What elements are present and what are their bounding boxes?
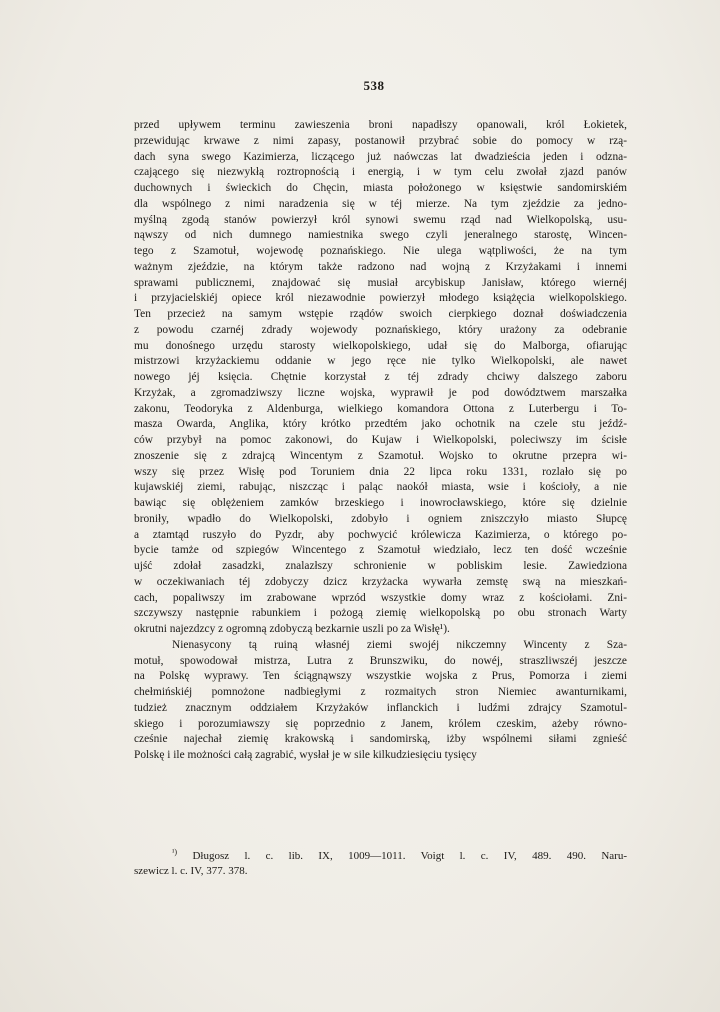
- paragraph-1-line: dach syna swego Kazimierza, liczącego już naówczas lat dwadzieścia jeden i odzna-: [134, 150, 627, 163]
- paragraph-1-line: przewidując krwawe z nimi zapasy, postanowił przybrać sobie do pomocy w rzą-: [134, 134, 627, 147]
- paragraph-1-line: wszy się przez Wisłę pod Toruniem dnia 22 lipca roku 1331, rozlało się po: [134, 465, 627, 478]
- body-text: [134, 118, 627, 764]
- paragraph-1-line: nąwszy od nich dumnego namiestnika swego czyli jeneralnego starostę, Wincen-: [134, 229, 627, 242]
- paragraph-1-line: bycie tamże od szpiegów Wincentego z Szamotuł wiedziało, lecz ten dość wcześnie: [134, 544, 627, 557]
- paragraph-1-line: cach, popaliwszy im zrabowane wprzód wszystkie domy wraz z kościołami. Zni-: [134, 591, 627, 604]
- paragraph-2-line: motuł, spowodował mistrza, Lutra z Brunszwiku, do nowéj, straszliwszéj jeszcze: [134, 654, 627, 667]
- paragraph-2-line: Nienasycony tą ruiną własnéj ziemi swojéj nikczemny Wincenty z Sza-: [172, 638, 627, 651]
- paragraph-2-line: Polskę i ile możności całą zagrabić, wysłał je w sile kilkudziesięciu tysięcy: [134, 749, 477, 761]
- paragraph-1-line: duchownych i świeckich do Chęcin, miasta położonego w księstwie sandomirskiém: [134, 182, 627, 194]
- paragraph-1-line: kujawskiéj ziemi, rabując, niszcząc i paląc naokół miasta, wsie i kościoły, a nie: [134, 481, 627, 494]
- paragraph-2-line: skiego i porozumiawszy się poprzednio z Janem, królem czeskim, ażeby równo-: [134, 717, 627, 730]
- paragraph-1-line: szczywszy następnie rabunkiem i pożogą ziemię wielkopolską po obu stronach Warty: [134, 607, 627, 620]
- paragraph-1-line: Krzyżak, a zgromadziwszy liczne wojska, wyprawił je pod dowództwem marszałka: [134, 386, 627, 399]
- paragraph-1-line: okrutni najezdzcy z ogromną zdobyczą bezkarnie uszli po za Wisłę¹).: [134, 623, 450, 635]
- footnote: [134, 849, 627, 879]
- paragraph-1-line: mu donośnego urzędu starosty wielkopolskiego, udał się do Malborga, ofiarując: [134, 339, 627, 352]
- paragraph-1-line: w oczekiwaniach téj zdobyczy dzicz krzyżacka wywarła zemstę swą na mieszkań-: [134, 575, 627, 588]
- paragraph-1-line: dla wspólnego z nimi naradzenia się w téj mierze. Na tym zjeździe za jedno-: [134, 197, 627, 210]
- paragraph-1-line: masza Owarda, Anglika, który krótko przedtém jako ochotnik na czele stu jeźdź-: [134, 418, 627, 431]
- paragraph-1-line: Ten przecież na samym wstępie rządów swoich cierpkiego doznał doświadczenia: [134, 308, 627, 320]
- paragraph-1-line: a ztamtąd ruszyło do Pyzdr, aby pochwycić królewicza Kazimierza, o którego po-: [134, 528, 627, 541]
- paragraph-2-line: tudzież znacznym oddziałem Krzyżaków inflanckich i ludźmi zdrajcy Szamotul-: [134, 701, 627, 714]
- footnote-line-2: szewicz l. c. IV, 377. 378.: [134, 865, 248, 877]
- paragraph-1-line: i przyjacielskiéj opiece król niezawodnie powierzył młodego książęcia wielkopolskiego.: [134, 292, 627, 305]
- paragraph-1-line: z powodu czarnéj zdrady wojewody poznańskiego, który urażony za odebranie: [134, 323, 627, 336]
- paragraph-1-line: tego z Szamotuł, wojewodę poznańskiego. Nie ulega wątpliwości, że na tym: [134, 245, 627, 257]
- paragraph-2-line: na Polskę wyprawy. Ten ściągnąwszy wszystkie wojska z Prus, Pomorza i ziemi: [134, 670, 627, 683]
- paragraph-1-line: bawiąc się oblężeniem zamków brzeskiego i inowrocławskiego, które się dzielnie: [134, 497, 627, 509]
- paragraph-2-line: cześnie najechał ziemię krakowską i sandomirską, iżby wspólnemi siłami zgnieść: [134, 733, 627, 746]
- paragraph-1-line: zakonu, Teodoryka z Aldenburga, wielkiego komandora Ottona z Luterbergu i To-: [134, 402, 627, 415]
- paragraph-2: [134, 638, 627, 764]
- paragraph-1-line: nowego jéj księcia. Chętnie korzystał z téj zdrady chciwy dalszego zaboru: [134, 371, 627, 383]
- paragraph-1-line: sprawami publicznemi, znajdować się musiał arcybiskup Janisław, którego wiernéj: [134, 276, 627, 289]
- paragraph-2-line: chełmińskiéj pomnożone nadbiegłymi z rozmaitych stron Niemiec awanturnikami,: [134, 686, 627, 698]
- footnote-text-1: Długosz l. c. lib. IX, 1009—1011. Voigt l. c. IV, 489. 490. Naru-: [192, 850, 627, 862]
- paragraph-1-line: czającego się niezwykłą roztropnością i energią, i w tym celu zwołał zjazd panów: [134, 166, 627, 179]
- footnote-line-1: [134, 849, 627, 864]
- paragraph-1-line: ważnym zjeździe, na którym także radzono nad wojną z Krzyżakami i innemi: [134, 260, 627, 273]
- page-number: 538: [363, 78, 385, 93]
- paragraph-1-line: znoszenie się z zdrajcą Wincentym z Szamotuł. Wojsko to okrutne przepra wi-: [134, 449, 627, 462]
- paragraph-1-line: ców przybył na pomoc zakonowi, do Kujaw i Wielkopolski, poleciwszy im ścisłe: [134, 434, 627, 446]
- paragraph-1: [134, 118, 627, 638]
- paragraph-1-line: myślną zgodą stanów powierzył król synowi swemu rząd nad Wielkopolską, usu-: [134, 213, 627, 226]
- paragraph-1-line: przed upływem terminu zawieszenia broni napadłszy opanowali, król Łokietek,: [134, 119, 627, 131]
- paragraph-1-line: mistrzowi krzyżackiemu oddanie w jego ręce nie tylko Wielkopolski, ale nawet: [134, 355, 627, 368]
- footnote-marker: ¹): [172, 847, 178, 857]
- paragraph-1-line: broniły, wpadło do Wielkopolski, zdobyło i ogniem zniszczyło miasto Słupcę: [134, 512, 627, 525]
- paragraph-1-line: ujść zdołał zasadzki, znalazłszy schronienie w pobliskim lesie. Zawiedziona: [134, 560, 627, 572]
